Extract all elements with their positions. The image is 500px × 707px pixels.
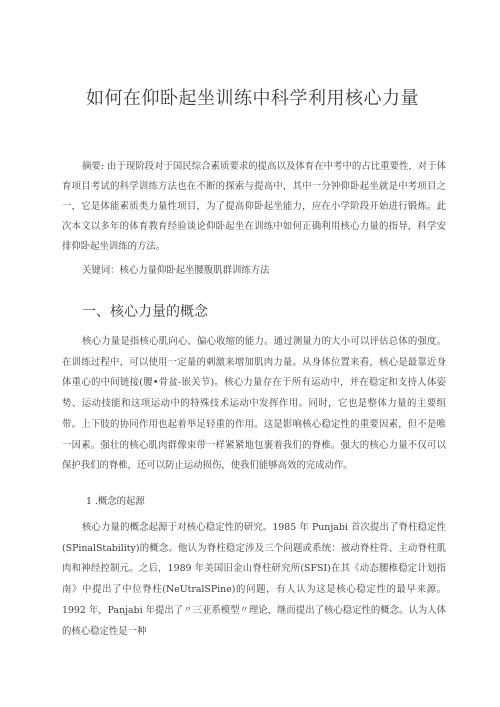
subsection-paragraph: 核心力量的概念起源于对核心稳定性的研究。1985 年 Punjabi 首次提出了脊柱稳定性(SPinalStability)的概念。他认为脊柱稳定涉及三个问题或系统：被动脊柱骨、主动脊柱肌肉和神经控制元。之后，1989 年美国旧金山脊柱研究所(SFSI)在其《动态腰椎稳定计划指南》中提出了中位脊柱(NeUtralSPine)的问题，有人认为这是核心稳定性的最早来源。1992 年，Panjabi 年提出了〃三亚系模型〃理论，继而提出了核心稳定性的概念。认为人体的核心稳定性是一种 [62, 522, 446, 637]
section-heading: 一、核心力量的概念 [82, 304, 208, 320]
section-paragraph: 核心力量是指核心肌向心、偏心收缩的能力。通过测量力的大小可以评估总体的强度。在训练过程中，可以使用一定量的刺激来增加肌肉力量。从身体位置来看，核心是最靠近身体重心的中间链接(腰•骨盆-嵌关节)。核心力量存在于所有运动中，并在稳定和支持人体姿势、运动技能和这项运动中的特殊技术运动中发挥作用。同时，它也是整体力量的主要组带。上下肢的协同作用也起着举足轻重的作用。这是影响核心稳定性的重要因素，但不是唯一因素。强壮的核心肌肉群像束带一样紧紧地包裹着我们的脊椎。强大的核心力量不仅可以保护我们的脊椎，还可以防止运动损伤，使我们能够高效的完成动作。 [62, 336, 446, 472]
abstract-paragraph: 摘要: 由于现阶段对于国民综合素质要求的提高以及体育在中考中的占比重要性，对于体育项目考试的科学训练方法也在不断的探索与提高中，其中一分钟仰卧起坐就是中考项目之一，它是体能素质类力量性项目，为了提高仰卧起坐能力，应在小学阶段开始进行锻炼。此次本文以多年的体育教育经验谈论仰卧起坐在训练中如何正确利用核心力量的指导，科学安排仰卧起坐训练的方法。 [62, 161, 446, 252]
subsection-heading: 1 .概念的起源 [86, 496, 145, 507]
keywords-line: 关键词：核心力量仰卧起坐腰腹肌群训练方法 [82, 265, 270, 276]
document-title: 如何在仰卧起坐训练中科学利用核心力量 [86, 88, 419, 109]
